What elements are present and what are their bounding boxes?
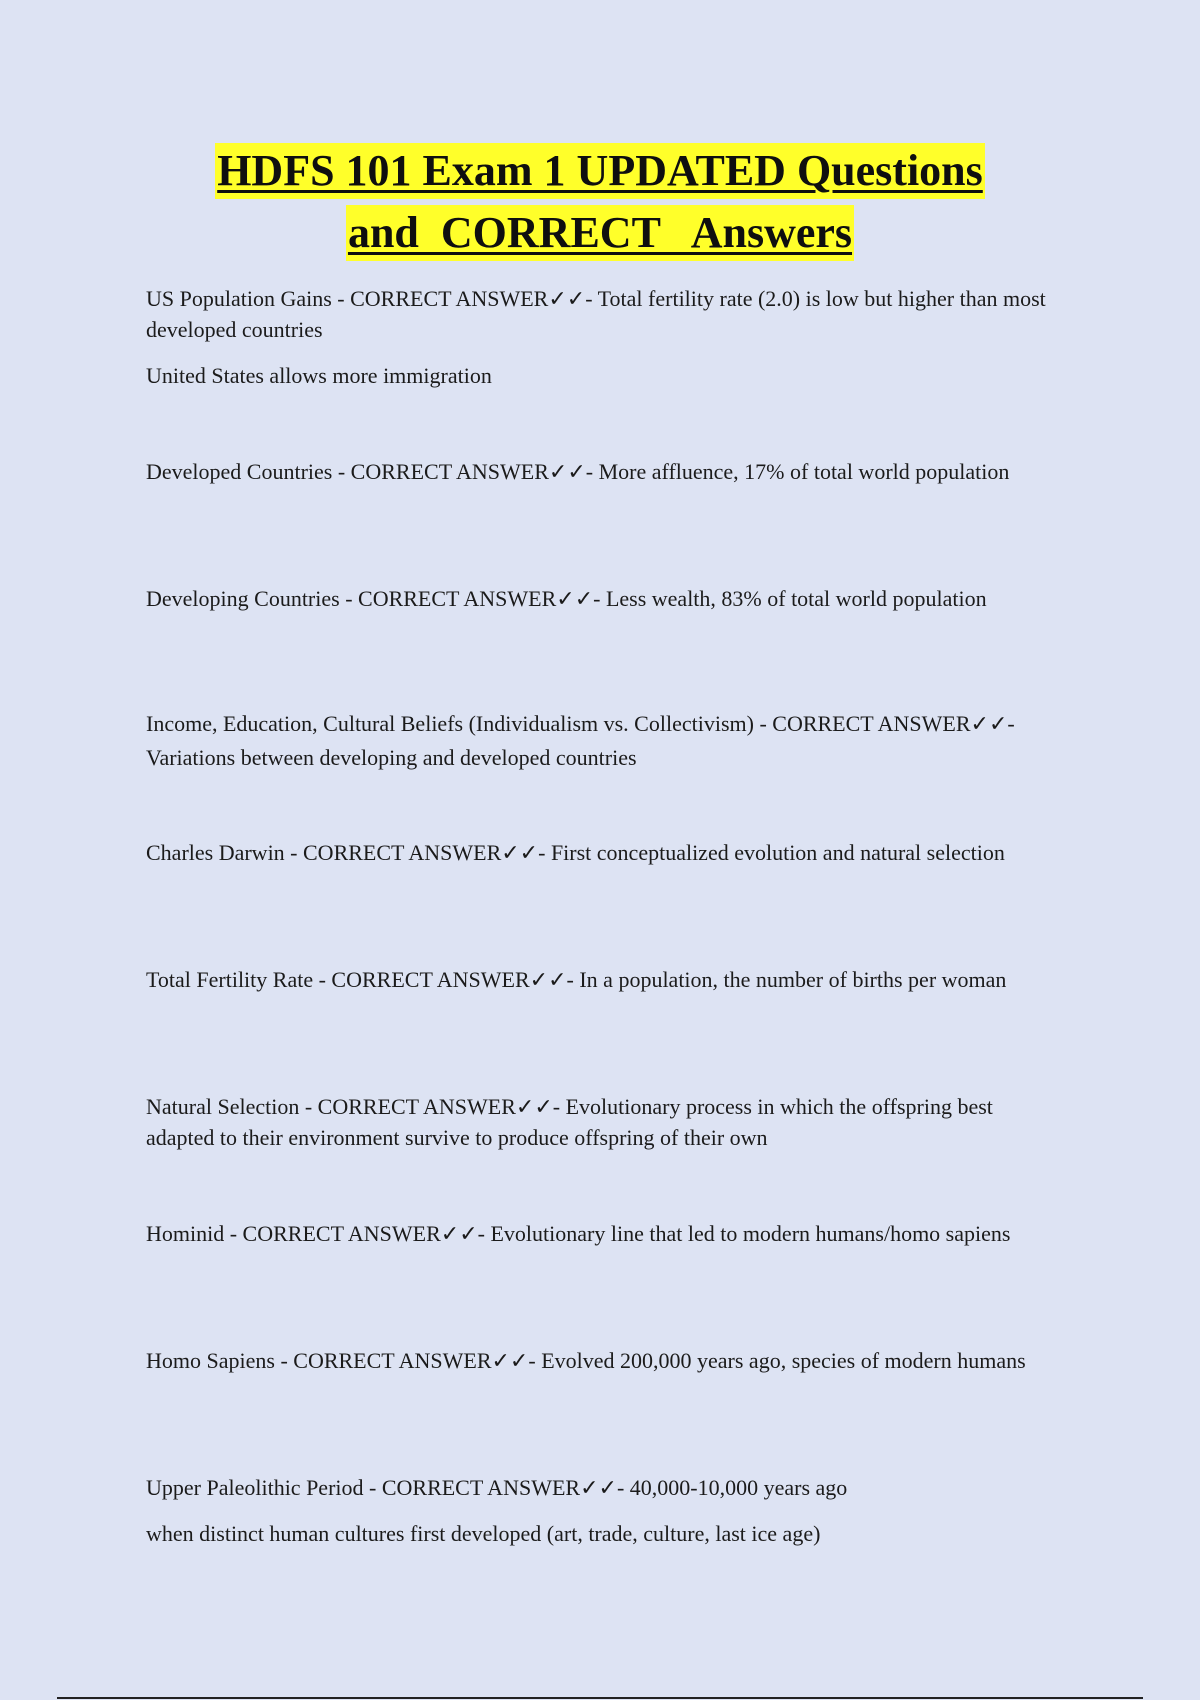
title-line-2: and CORRECT Answers: [346, 205, 854, 261]
qa-text: Homo Sapiens - CORRECT ANSWER✓✓- Evolved 200,000 years ago, species of modern humans: [146, 1348, 1026, 1373]
qa-extra-text: when distinct human cultures first developed (art, trade, culture, last ice age): [146, 1521, 821, 1546]
qa-text: Natural Selection - CORRECT ANSWER✓✓- Evolutionary process in which the offspring best adapted to their environment survive to produce offspring of their own: [146, 1094, 993, 1150]
qa-entry: [146, 583, 1046, 614]
document-title: [0, 143, 1200, 267]
qa-text: Developed Countries - CORRECT ANSWER✓✓- More affluence, 17% of total world population: [146, 459, 1010, 484]
qa-text: Income, Education, Cultural Beliefs (Individualism vs. Collectivism) - CORRECT ANSWER✓✓- Variations between developing and developed countries: [146, 711, 1015, 770]
qa-entry: [146, 837, 1046, 868]
qa-entry: [146, 283, 1046, 391]
qa-entry: [146, 1218, 1046, 1249]
qa-text: Hominid - CORRECT ANSWER✓✓- Evolutionary line that led to modern humans/homo sapiens: [146, 1221, 1011, 1246]
qa-text: US Population Gains - CORRECT ANSWER✓✓- Total fertility rate (2.0) is low but higher than most developed countries: [146, 286, 1046, 342]
title-line-1: HDFS 101 Exam 1 UPDATED Questions: [215, 143, 985, 199]
page-bottom-divider: [57, 1697, 1143, 1699]
qa-entry: [146, 1345, 1046, 1376]
qa-entry: [146, 456, 1046, 487]
qa-text: Charles Darwin - CORRECT ANSWER✓✓- First conceptualized evolution and natural selection: [146, 840, 1005, 865]
qa-entry: [146, 707, 1046, 775]
qa-entry: [146, 1091, 1046, 1153]
qa-entry: [146, 1472, 1046, 1549]
qa-extra-text: United States allows more immigration: [146, 363, 492, 388]
qa-text: Developing Countries - CORRECT ANSWER✓✓- Less wealth, 83% of total world population: [146, 586, 987, 611]
qa-text: Upper Paleolithic Period - CORRECT ANSWER✓✓- 40,000-10,000 years ago: [146, 1475, 848, 1500]
qa-entry: [146, 964, 1046, 995]
qa-text: Total Fertility Rate - CORRECT ANSWER✓✓- In a population, the number of births per woman: [146, 967, 1007, 992]
